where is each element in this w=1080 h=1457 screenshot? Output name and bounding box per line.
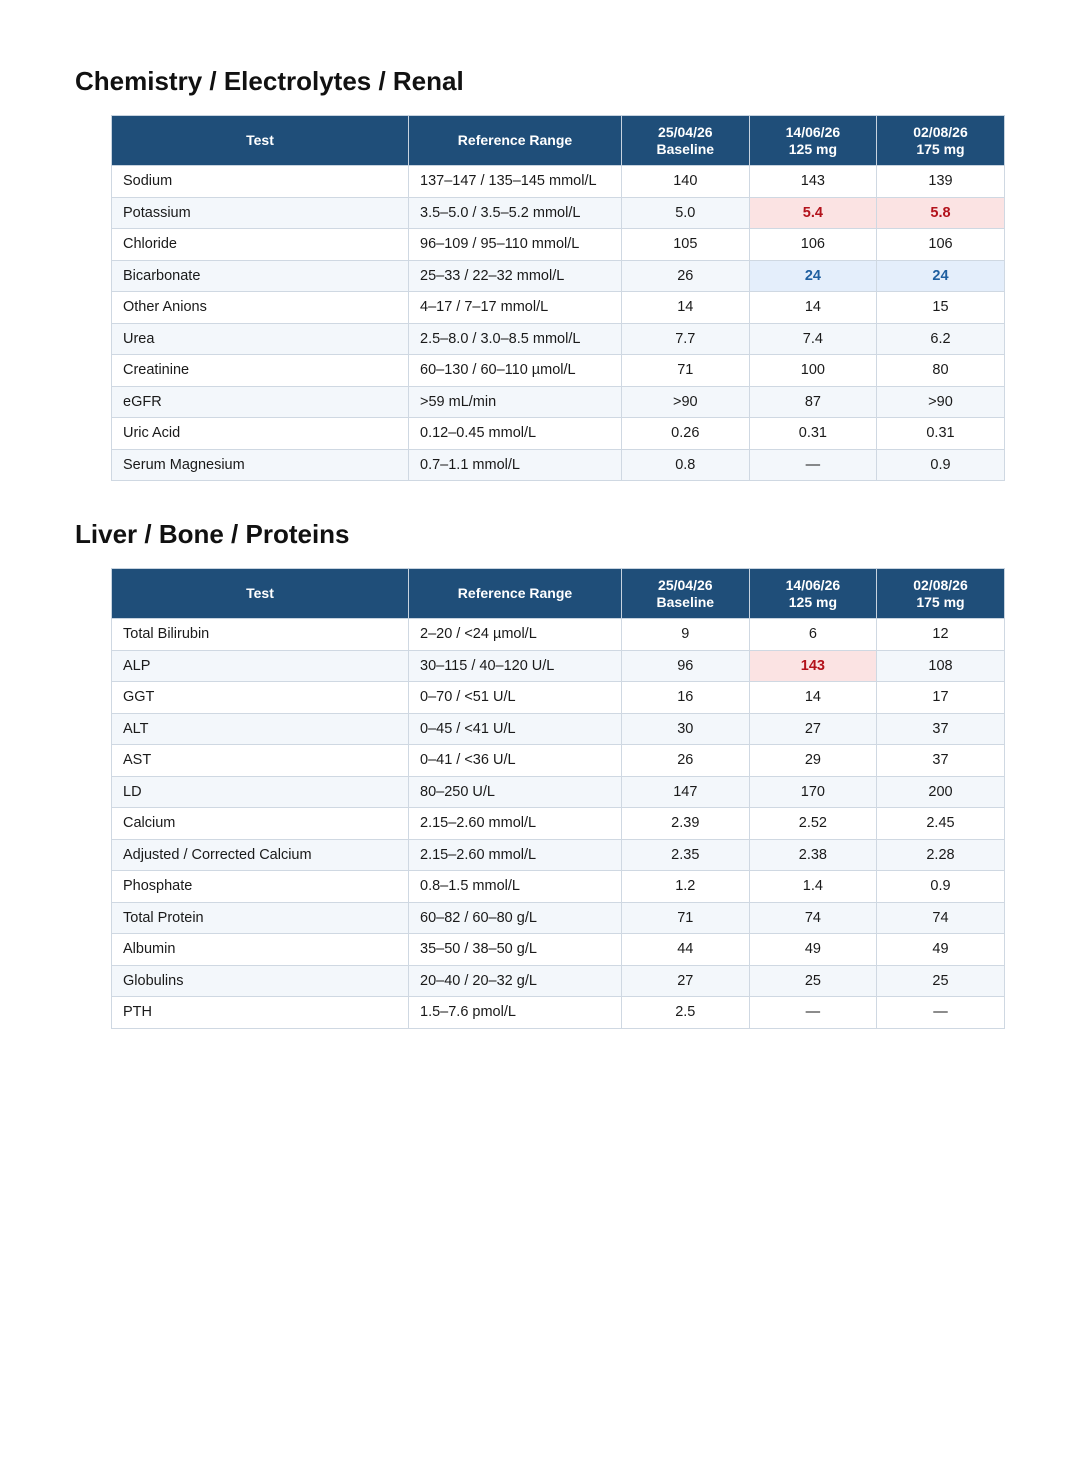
cell-175mg: 74 [877, 902, 1005, 934]
cell-125mg-flag-high: 5.4 [749, 197, 877, 229]
cell-175mg: 139 [877, 166, 1005, 198]
cell-baseline: 71 [622, 355, 750, 387]
cell-125mg-flag-high: 143 [749, 650, 877, 682]
header-175mg [877, 116, 1005, 166]
table-row-pth [112, 997, 1005, 1029]
cell-test: Creatinine [112, 355, 409, 387]
cell-test: PTH [112, 997, 409, 1029]
cell-baseline: 5.0 [622, 197, 750, 229]
cell-baseline: 16 [622, 682, 750, 714]
cell-175mg: 17 [877, 682, 1005, 714]
cell-125mg: 0.31 [749, 418, 877, 450]
cell-125mg: 1.4 [749, 871, 877, 903]
cell-175mg: >90 [877, 386, 1005, 418]
cell-175mg: — [877, 997, 1005, 1029]
cell-test: Albumin [112, 934, 409, 966]
cell-test: ALP [112, 650, 409, 682]
header-175mg [877, 569, 1005, 619]
cell-test: AST [112, 745, 409, 777]
cell-reference: 137–147 / 135–145 mmol/L [409, 166, 622, 198]
cell-reference: 96–109 / 95–110 mmol/L [409, 229, 622, 261]
header-baseline-label: Baseline [656, 593, 715, 610]
cell-175mg: 0.9 [877, 449, 1005, 481]
cell-reference: 20–40 / 20–32 g/L [409, 965, 622, 997]
header-reference-range: Reference Range [409, 569, 622, 619]
table-row-potassium [112, 197, 1005, 229]
cell-test: LD [112, 776, 409, 808]
cell-175mg: 200 [877, 776, 1005, 808]
section-title-liver: Liver / Bone / Proteins [75, 519, 350, 549]
table-row-total-protein [112, 902, 1005, 934]
cell-test: Total Bilirubin [112, 619, 409, 651]
cell-test: ALT [112, 713, 409, 745]
cell-baseline: >90 [622, 386, 750, 418]
cell-reference: 0.12–0.45 mmol/L [409, 418, 622, 450]
cell-baseline: 0.26 [622, 418, 750, 450]
cell-reference: 1.5–7.6 pmol/L [409, 997, 622, 1029]
header-baseline [622, 569, 750, 619]
header-175mg-date: 02/08/26 [913, 576, 968, 593]
cell-175mg: 0.31 [877, 418, 1005, 450]
header-baseline-date: 25/04/26 [658, 123, 713, 140]
cell-reference: 0.7–1.1 mmol/L [409, 449, 622, 481]
cell-baseline: 26 [622, 260, 750, 292]
cell-125mg: 14 [749, 292, 877, 324]
cell-test: Phosphate [112, 871, 409, 903]
cell-test: Potassium [112, 197, 409, 229]
cell-reference: 2.5–8.0 / 3.0–8.5 mmol/L [409, 323, 622, 355]
header-baseline [622, 116, 750, 166]
cell-test: Globulins [112, 965, 409, 997]
cell-baseline: 44 [622, 934, 750, 966]
cell-125mg: 7.4 [749, 323, 877, 355]
cell-baseline: 140 [622, 166, 750, 198]
table-row-ast [112, 745, 1005, 777]
cell-125mg: — [749, 997, 877, 1029]
cell-baseline: 26 [622, 745, 750, 777]
cell-test: Uric Acid [112, 418, 409, 450]
liver-results-table [111, 568, 1005, 1029]
table-row-phosphate [112, 871, 1005, 903]
table-row-adjusted-calcium [112, 839, 1005, 871]
cell-175mg: 49 [877, 934, 1005, 966]
cell-test: Chloride [112, 229, 409, 261]
cell-175mg: 37 [877, 745, 1005, 777]
table-row-chloride [112, 229, 1005, 261]
header-125mg-label: 125 mg [788, 140, 838, 157]
table-row-total-bilirubin [112, 619, 1005, 651]
cell-test: GGT [112, 682, 409, 714]
cell-baseline: 147 [622, 776, 750, 808]
cell-175mg: 0.9 [877, 871, 1005, 903]
cell-125mg: 74 [749, 902, 877, 934]
cell-125mg: 27 [749, 713, 877, 745]
cell-125mg: 14 [749, 682, 877, 714]
cell-125mg: 170 [749, 776, 877, 808]
table-header-row [112, 569, 1005, 619]
cell-baseline: 9 [622, 619, 750, 651]
table-row-bicarbonate [112, 260, 1005, 292]
table-row-serum-magnesium [112, 449, 1005, 481]
cell-reference: 0–70 / <51 U/L [409, 682, 622, 714]
cell-test: Total Protein [112, 902, 409, 934]
cell-baseline: 2.35 [622, 839, 750, 871]
cell-baseline: 0.8 [622, 449, 750, 481]
cell-125mg: 2.52 [749, 808, 877, 840]
cell-175mg: 12 [877, 619, 1005, 651]
table-row-alp [112, 650, 1005, 682]
cell-175mg-flag-low: 24 [877, 260, 1005, 292]
cell-baseline: 27 [622, 965, 750, 997]
cell-125mg: 49 [749, 934, 877, 966]
cell-test: Serum Magnesium [112, 449, 409, 481]
cell-125mg: 87 [749, 386, 877, 418]
cell-reference: 35–50 / 38–50 g/L [409, 934, 622, 966]
cell-reference: 2.15–2.60 mmol/L [409, 839, 622, 871]
cell-175mg-flag-high: 5.8 [877, 197, 1005, 229]
cell-test: Sodium [112, 166, 409, 198]
header-test: Test [112, 116, 409, 166]
cell-175mg: 37 [877, 713, 1005, 745]
header-175mg-date: 02/08/26 [913, 123, 968, 140]
cell-baseline: 105 [622, 229, 750, 261]
cell-reference: 2.15–2.60 mmol/L [409, 808, 622, 840]
cell-reference: 80–250 U/L [409, 776, 622, 808]
table-row-alt [112, 713, 1005, 745]
cell-test: Other Anions [112, 292, 409, 324]
cell-175mg: 80 [877, 355, 1005, 387]
header-125mg [749, 569, 877, 619]
cell-175mg: 2.45 [877, 808, 1005, 840]
cell-reference: 0.8–1.5 mmol/L [409, 871, 622, 903]
cell-reference: 3.5–5.0 / 3.5–5.2 mmol/L [409, 197, 622, 229]
cell-reference: 0–41 / <36 U/L [409, 745, 622, 777]
section-title-chemistry: Chemistry / Electrolytes / Renal [75, 66, 464, 96]
table-row-other-anions [112, 292, 1005, 324]
table-row-globulins [112, 965, 1005, 997]
cell-125mg: 25 [749, 965, 877, 997]
cell-test: Calcium [112, 808, 409, 840]
header-175mg-label: 175 mg [916, 140, 965, 157]
table-row-calcium [112, 808, 1005, 840]
cell-125mg: 2.38 [749, 839, 877, 871]
cell-125mg-flag-low: 24 [749, 260, 877, 292]
cell-baseline: 14 [622, 292, 750, 324]
cell-reference: 25–33 / 22–32 mmol/L [409, 260, 622, 292]
cell-125mg: 106 [749, 229, 877, 261]
cell-baseline: 30 [622, 713, 750, 745]
cell-125mg: 29 [749, 745, 877, 777]
cell-reference: >59 mL/min [409, 386, 622, 418]
cell-125mg: 143 [749, 166, 877, 198]
cell-175mg: 25 [877, 965, 1005, 997]
cell-125mg: 6 [749, 619, 877, 651]
cell-test: Urea [112, 323, 409, 355]
cell-baseline: 96 [622, 650, 750, 682]
header-test: Test [112, 569, 409, 619]
header-reference-range: Reference Range [409, 116, 622, 166]
cell-reference: 60–82 / 60–80 g/L [409, 902, 622, 934]
table-row-uric-acid [112, 418, 1005, 450]
header-baseline-date: 25/04/26 [658, 576, 713, 593]
cell-175mg: 106 [877, 229, 1005, 261]
cell-baseline: 7.7 [622, 323, 750, 355]
cell-reference: 30–115 / 40–120 U/L [409, 650, 622, 682]
cell-test: Adjusted / Corrected Calcium [112, 839, 409, 871]
table-row-ggt [112, 682, 1005, 714]
cell-baseline: 2.5 [622, 997, 750, 1029]
cell-125mg: 100 [749, 355, 877, 387]
cell-baseline: 2.39 [622, 808, 750, 840]
cell-reference: 0–45 / <41 U/L [409, 713, 622, 745]
header-125mg-date: 14/06/26 [785, 123, 841, 140]
table-row-albumin [112, 934, 1005, 966]
cell-baseline: 71 [622, 902, 750, 934]
header-baseline-label: Baseline [656, 140, 715, 157]
cell-125mg: — [749, 449, 877, 481]
table-row-ld [112, 776, 1005, 808]
cell-175mg: 15 [877, 292, 1005, 324]
cell-reference: 4–17 / 7–17 mmol/L [409, 292, 622, 324]
table-row-creatinine [112, 355, 1005, 387]
chemistry-results-table [111, 115, 1005, 481]
table-row-urea [112, 323, 1005, 355]
cell-175mg: 6.2 [877, 323, 1005, 355]
table-row-sodium [112, 166, 1005, 198]
cell-reference: 60–130 / 60–110 µmol/L [409, 355, 622, 387]
cell-175mg: 2.28 [877, 839, 1005, 871]
table-row-egfr [112, 386, 1005, 418]
header-175mg-label: 175 mg [916, 593, 965, 610]
header-125mg-label: 125 mg [788, 593, 838, 610]
cell-baseline: 1.2 [622, 871, 750, 903]
header-125mg [749, 116, 877, 166]
table-header-row [112, 116, 1005, 166]
header-125mg-date: 14/06/26 [785, 576, 841, 593]
cell-175mg: 108 [877, 650, 1005, 682]
cell-test: Bicarbonate [112, 260, 409, 292]
cell-reference: 2–20 / <24 µmol/L [409, 619, 622, 651]
cell-test: eGFR [112, 386, 409, 418]
